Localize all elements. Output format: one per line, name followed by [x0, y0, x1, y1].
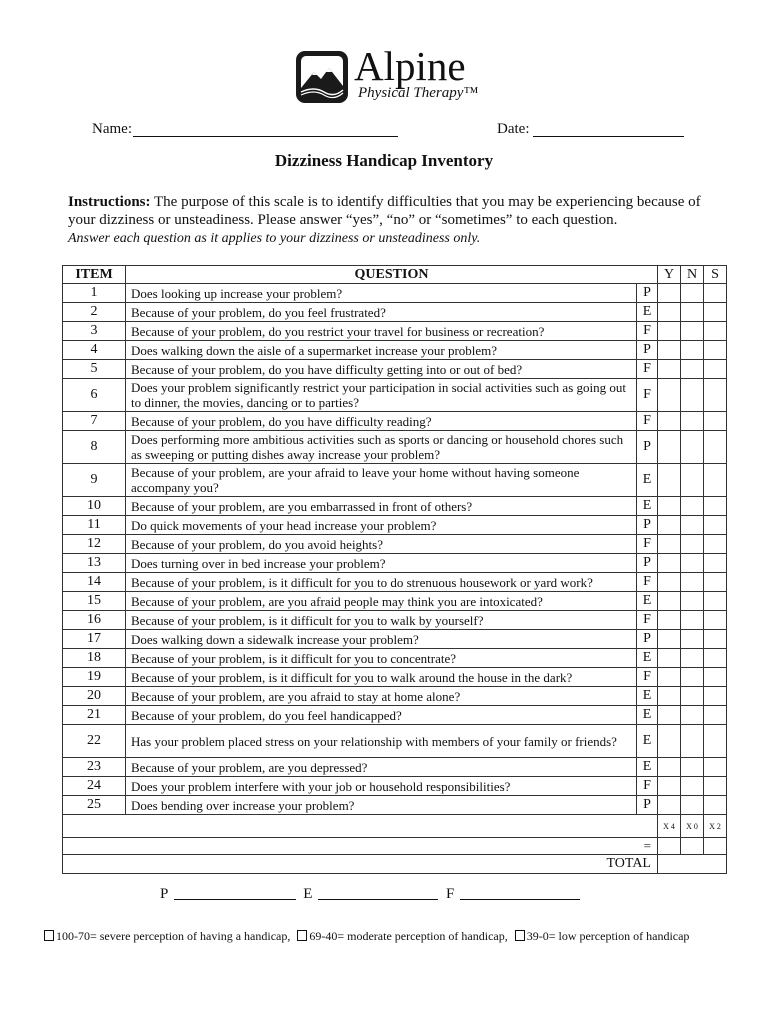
- equals-sign: =: [63, 838, 658, 855]
- e-score-field[interactable]: [318, 899, 438, 900]
- answer-no-cell[interactable]: [681, 412, 704, 431]
- table-row: [63, 497, 727, 516]
- p-label: P: [160, 886, 168, 902]
- name-label: Name:: [92, 121, 132, 137]
- table-row: [63, 412, 727, 431]
- answer-sometimes-cell[interactable]: [704, 303, 727, 322]
- instructions-note: Answer each question as it applies to your dizziness or unsteadiness only.: [68, 231, 481, 246]
- header-sometimes: S: [704, 266, 727, 284]
- answer-yes-cell[interactable]: [658, 649, 681, 668]
- date-field[interactable]: [533, 136, 684, 137]
- question-text: Does performing more ambitious activities such as sports or dancing or household chores such as sweeping or putting dishes away increase your problem?: [126, 431, 637, 464]
- question-text: Does walking down the aisle of a supermarket increase your problem?: [126, 341, 637, 360]
- answer-yes-cell[interactable]: [658, 497, 681, 516]
- table-row: [63, 554, 727, 573]
- answer-no-cell[interactable]: [681, 706, 704, 725]
- answer-no-cell[interactable]: [681, 796, 704, 815]
- category-code: E: [637, 725, 658, 758]
- answer-sometimes-cell[interactable]: [704, 431, 727, 464]
- category-code: F: [637, 573, 658, 592]
- legend-low: 39-0= low perception of handicap: [526, 929, 690, 943]
- logo-name: Alpine: [354, 43, 466, 89]
- table-row: [63, 796, 727, 815]
- question-text: Because of your problem, are you afraid people may think you are intoxicated?: [126, 592, 637, 611]
- category-code: F: [637, 412, 658, 431]
- answer-yes-cell[interactable]: [658, 706, 681, 725]
- answer-yes-cell[interactable]: [658, 758, 681, 777]
- answer-yes-cell[interactable]: [658, 464, 681, 497]
- question-text: Because of your problem, is it difficult for you to concentrate?: [126, 649, 637, 668]
- question-text: Because of your problem, are your afraid to leave your home without having someone accompany you?: [126, 464, 637, 497]
- question-text: Does turning over in bed increase your problem?: [126, 554, 637, 573]
- answer-sometimes-cell[interactable]: [704, 379, 727, 412]
- question-text: Does walking down a sidewalk increase your problem?: [126, 630, 637, 649]
- low-checkbox[interactable]: [515, 930, 525, 941]
- severe-checkbox[interactable]: [44, 930, 54, 941]
- answer-no-cell[interactable]: [681, 777, 704, 796]
- score-no[interactable]: [681, 838, 704, 855]
- table-row: [63, 341, 727, 360]
- category-code: E: [637, 497, 658, 516]
- table-row: [63, 611, 727, 630]
- category-code: P: [637, 431, 658, 464]
- question-text: Because of your problem, do you have difficulty reading?: [126, 412, 637, 431]
- answer-no-cell[interactable]: [681, 592, 704, 611]
- answer-sometimes-cell[interactable]: [704, 497, 727, 516]
- answer-no-cell[interactable]: [681, 554, 704, 573]
- instructions-label: Instructions:: [68, 194, 151, 210]
- multiplier-row: [63, 815, 727, 838]
- answer-sometimes-cell[interactable]: [704, 284, 727, 303]
- answer-sometimes-cell[interactable]: [704, 516, 727, 535]
- answer-yes-cell[interactable]: [658, 592, 681, 611]
- question-text: Does your problem interfere with your job or household responsibilities?: [126, 777, 637, 796]
- answer-yes-cell[interactable]: [658, 668, 681, 687]
- answer-sometimes-cell[interactable]: [704, 464, 727, 497]
- answer-sometimes-cell[interactable]: [704, 758, 727, 777]
- item-number: 5: [63, 360, 126, 379]
- item-number: 23: [63, 758, 126, 777]
- category-code: F: [637, 668, 658, 687]
- question-text: Because of your problem, are you depressed?: [126, 758, 637, 777]
- item-number: 14: [63, 573, 126, 592]
- answer-yes-cell[interactable]: [658, 535, 681, 554]
- answer-yes-cell[interactable]: [658, 412, 681, 431]
- answer-sometimes-cell[interactable]: [704, 592, 727, 611]
- answer-no-cell[interactable]: [681, 611, 704, 630]
- date-label: Date:: [497, 121, 530, 137]
- answer-yes-cell[interactable]: [658, 303, 681, 322]
- item-number: 20: [63, 687, 126, 706]
- question-text: Do quick movements of your head increase your problem?: [126, 516, 637, 535]
- answer-sometimes-cell[interactable]: [704, 341, 727, 360]
- category-code: E: [637, 649, 658, 668]
- question-text: Because of your problem, are you embarrassed in front of others?: [126, 497, 637, 516]
- instructions-text: The purpose of this scale is to identify difficulties that you may be experiencing because of your dizziness or unsteadiness. Please answer “yes”, “no” or “sometimes” to each question.: [68, 194, 701, 228]
- table-row: [63, 725, 727, 758]
- answer-no-cell[interactable]: [681, 573, 704, 592]
- category-code: E: [637, 687, 658, 706]
- subscale-scores: [160, 886, 580, 903]
- category-code: F: [637, 360, 658, 379]
- item-number: 21: [63, 706, 126, 725]
- answer-yes-cell[interactable]: [658, 379, 681, 412]
- answer-sometimes-cell[interactable]: [704, 573, 727, 592]
- header-no: N: [681, 266, 704, 284]
- table-row: [63, 431, 727, 464]
- answer-yes-cell[interactable]: [658, 341, 681, 360]
- answer-yes-cell[interactable]: [658, 725, 681, 758]
- item-number: 17: [63, 630, 126, 649]
- score-legend: [44, 929, 689, 944]
- moderate-checkbox[interactable]: [297, 930, 307, 941]
- item-number: 25: [63, 796, 126, 815]
- answer-sometimes-cell[interactable]: [704, 554, 727, 573]
- table-row: [63, 758, 727, 777]
- table-row: [63, 516, 727, 535]
- answer-yes-cell[interactable]: [658, 611, 681, 630]
- answer-yes-cell[interactable]: [658, 796, 681, 815]
- answer-no-cell[interactable]: [681, 668, 704, 687]
- question-text: Does bending over increase your problem?: [126, 796, 637, 815]
- answer-sometimes-cell[interactable]: [704, 668, 727, 687]
- answer-no-cell[interactable]: [681, 303, 704, 322]
- answer-no-cell[interactable]: [681, 464, 704, 497]
- category-code: P: [637, 516, 658, 535]
- category-code: F: [637, 611, 658, 630]
- inventory-table: [62, 265, 727, 874]
- item-number: 2: [63, 303, 126, 322]
- equals-row: [63, 838, 727, 855]
- score-yes[interactable]: [658, 838, 681, 855]
- item-number: 11: [63, 516, 126, 535]
- item-number: 19: [63, 668, 126, 687]
- answer-sometimes-cell[interactable]: [704, 535, 727, 554]
- f-label: F: [445, 886, 455, 902]
- question-text: Does your problem significantly restrict your participation in social activities such as going out to dinner, the movies, dancing or to parties?: [126, 379, 637, 412]
- table-header-row: [63, 266, 727, 284]
- score-sometimes[interactable]: [704, 838, 727, 855]
- table-row: [63, 303, 727, 322]
- f-score-field[interactable]: [460, 899, 580, 900]
- table-row: [63, 649, 727, 668]
- category-code: F: [637, 322, 658, 341]
- answer-sometimes-cell[interactable]: [704, 412, 727, 431]
- multiplier-sometimes: X 2: [704, 815, 727, 838]
- answer-yes-cell[interactable]: [658, 630, 681, 649]
- logo-subtitle: Physical Therapy™: [358, 85, 479, 101]
- legend-severe: 100-70= severe perception of having a handicap,: [56, 929, 291, 943]
- name-field[interactable]: [133, 136, 398, 137]
- p-score-field[interactable]: [174, 899, 296, 900]
- category-code: P: [637, 796, 658, 815]
- answer-sometimes-cell[interactable]: [704, 706, 727, 725]
- table-row: [63, 777, 727, 796]
- item-number: 18: [63, 649, 126, 668]
- instructions: [68, 193, 728, 229]
- table-row: [63, 592, 727, 611]
- header-question: QUESTION: [126, 266, 658, 284]
- answer-no-cell[interactable]: [681, 284, 704, 303]
- table-row: [63, 379, 727, 412]
- answer-sometimes-cell[interactable]: [704, 725, 727, 758]
- question-text: Because of your problem, do you feel handicapped?: [126, 706, 637, 725]
- answer-no-cell[interactable]: [681, 341, 704, 360]
- multiplier-yes: X 4: [658, 815, 681, 838]
- answer-yes-cell[interactable]: [658, 516, 681, 535]
- answer-no-cell[interactable]: [681, 431, 704, 464]
- header-yes: Y: [658, 266, 681, 284]
- answer-sometimes-cell[interactable]: [704, 777, 727, 796]
- item-number: 22: [63, 725, 126, 758]
- answer-sometimes-cell[interactable]: [704, 630, 727, 649]
- answer-sometimes-cell[interactable]: [704, 649, 727, 668]
- answer-no-cell[interactable]: [681, 360, 704, 379]
- item-number: 9: [63, 464, 126, 497]
- answer-yes-cell[interactable]: [658, 284, 681, 303]
- answer-yes-cell[interactable]: [658, 573, 681, 592]
- question-text: Because of your problem, do you have difficulty getting into or out of bed?: [126, 360, 637, 379]
- total-score[interactable]: [658, 855, 727, 874]
- item-number: 4: [63, 341, 126, 360]
- item-number: 10: [63, 497, 126, 516]
- category-code: E: [637, 706, 658, 725]
- table-row: [63, 322, 727, 341]
- table-row: [63, 573, 727, 592]
- answer-no-cell[interactable]: [681, 687, 704, 706]
- e-label: E: [303, 886, 313, 902]
- answer-no-cell[interactable]: [681, 725, 704, 758]
- category-code: E: [637, 592, 658, 611]
- answer-no-cell[interactable]: [681, 758, 704, 777]
- category-code: P: [637, 284, 658, 303]
- category-code: E: [637, 758, 658, 777]
- question-text: Because of your problem, do you feel frustrated?: [126, 303, 637, 322]
- answer-sometimes-cell[interactable]: [704, 322, 727, 341]
- form-title: Dizziness Handicap Inventory: [274, 151, 494, 170]
- answer-no-cell[interactable]: [681, 379, 704, 412]
- table-row: [63, 464, 727, 497]
- multiplier-no: X 0: [681, 815, 704, 838]
- category-code: E: [637, 303, 658, 322]
- total-label: TOTAL: [63, 855, 658, 874]
- category-code: F: [637, 777, 658, 796]
- item-number: 7: [63, 412, 126, 431]
- question-text: Because of your problem, are you afraid to stay at home alone?: [126, 687, 637, 706]
- table-row: [63, 284, 727, 303]
- category-code: P: [637, 630, 658, 649]
- question-text: Has your problem placed stress on your relationship with members of your family or friends?: [126, 725, 637, 758]
- answer-yes-cell[interactable]: [658, 554, 681, 573]
- table-row: [63, 535, 727, 554]
- item-number: 16: [63, 611, 126, 630]
- table-row: [63, 630, 727, 649]
- item-number: 8: [63, 431, 126, 464]
- answer-no-cell[interactable]: [681, 649, 704, 668]
- table-row: [63, 668, 727, 687]
- answer-no-cell[interactable]: [681, 630, 704, 649]
- answer-yes-cell[interactable]: [658, 431, 681, 464]
- header-item: ITEM: [63, 266, 126, 284]
- answer-no-cell[interactable]: [681, 535, 704, 554]
- question-text: Because of your problem, is it difficult for you to walk around the house in the dark?: [126, 668, 637, 687]
- answer-yes-cell[interactable]: [658, 360, 681, 379]
- legend-moderate: 69-40= moderate perception of handicap,: [309, 929, 508, 943]
- table-row: [63, 360, 727, 379]
- item-number: 15: [63, 592, 126, 611]
- table-row: [63, 706, 727, 725]
- question-text: Because of your problem, is it difficult for you to walk by yourself?: [126, 611, 637, 630]
- question-text: Because of your problem, do you restrict your travel for business or recreation?: [126, 322, 637, 341]
- answer-sometimes-cell[interactable]: [704, 611, 727, 630]
- answer-sometimes-cell[interactable]: [704, 360, 727, 379]
- item-number: 12: [63, 535, 126, 554]
- total-row: [63, 855, 727, 874]
- answer-sometimes-cell[interactable]: [704, 687, 727, 706]
- answer-yes-cell[interactable]: [658, 322, 681, 341]
- answer-yes-cell[interactable]: [658, 687, 681, 706]
- category-code: P: [637, 554, 658, 573]
- answer-no-cell[interactable]: [681, 497, 704, 516]
- category-code: P: [637, 341, 658, 360]
- question-text: Because of your problem, do you avoid heights?: [126, 535, 637, 554]
- item-number: 3: [63, 322, 126, 341]
- category-code: F: [637, 535, 658, 554]
- alpine-logo: [294, 43, 484, 112]
- category-code: F: [637, 379, 658, 412]
- answer-yes-cell[interactable]: [658, 777, 681, 796]
- answer-no-cell[interactable]: [681, 516, 704, 535]
- item-number: 1: [63, 284, 126, 303]
- question-text: Because of your problem, is it difficult for you to do strenuous housework or yard work?: [126, 573, 637, 592]
- mountain-logo-icon: [294, 48, 352, 106]
- item-number: 24: [63, 777, 126, 796]
- category-code: E: [637, 464, 658, 497]
- question-text: Does looking up increase your problem?: [126, 284, 637, 303]
- answer-no-cell[interactable]: [681, 322, 704, 341]
- answer-sometimes-cell[interactable]: [704, 796, 727, 815]
- item-number: 6: [63, 379, 126, 412]
- table-row: [63, 687, 727, 706]
- item-number: 13: [63, 554, 126, 573]
